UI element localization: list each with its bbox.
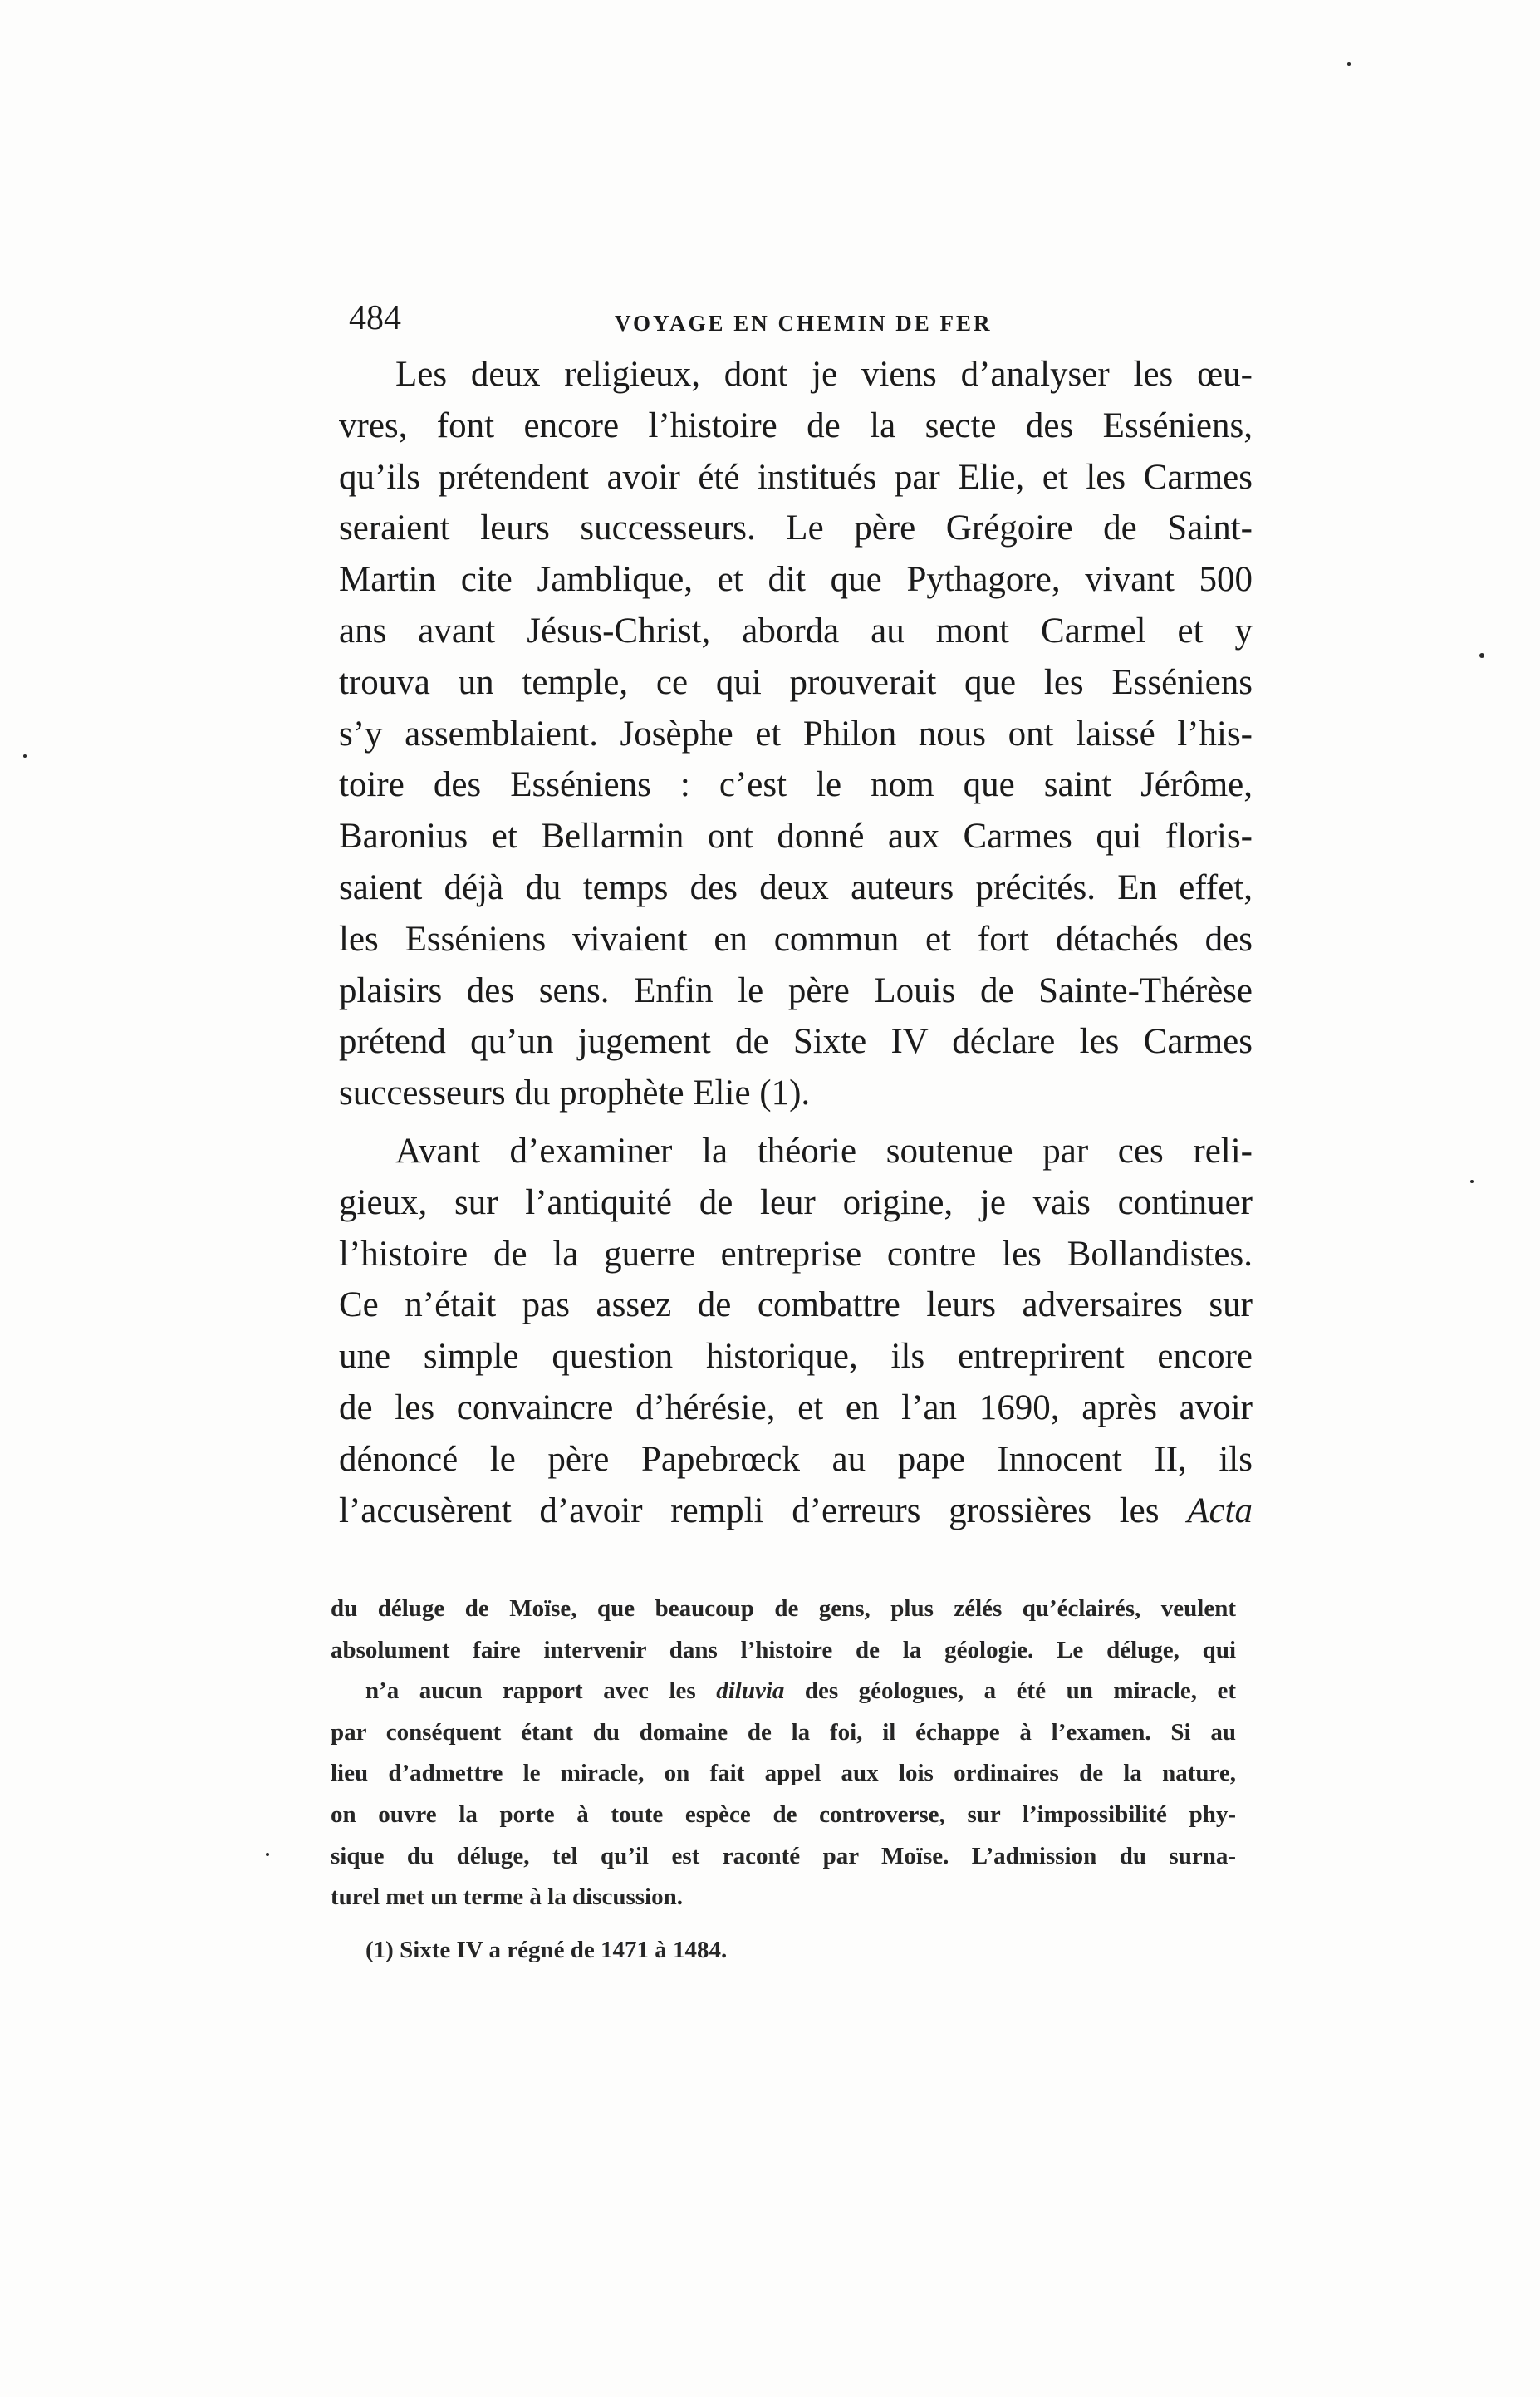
scan-speck (1347, 62, 1351, 66)
main-text (339, 349, 1253, 1536)
text-line: successeurs du prophète Elie (1). (339, 1073, 811, 1113)
text-line: seraient leurs successeurs. Le père Grégoire de Saint- (339, 508, 1253, 548)
footnote-line (331, 1671, 1236, 1712)
text-line-content: l’accusèrent d’avoir rempli d’erreurs grossières les (339, 1491, 1160, 1530)
text-line: plaisirs des sens. Enfin le père Louis de Sainte-Thérèse (339, 970, 1253, 1010)
text-line: saient déjà du temps des deux auteurs précités. En effet, (339, 867, 1253, 907)
running-title: VOYAGE EN CHEMIN DE FER (615, 311, 993, 336)
text-line: Baronius et Bellarmin ont donné aux Carmes qui floris- (339, 817, 1253, 857)
scan-speck (1470, 1180, 1474, 1183)
page-number: 484 (349, 299, 401, 337)
italic-word-acta: Acta (1187, 1491, 1253, 1530)
text-line: Martin cite Jamblique, et dit que Pythagore, vivant 500 (339, 560, 1253, 600)
scan-speck (266, 1853, 269, 1856)
scan-speck (23, 754, 27, 758)
text-line-final (339, 1486, 1253, 1537)
footnote-line-start: n’a aucun rapport avec les (365, 1677, 696, 1705)
text-line: une simple question historique, ils entreprirent encore (339, 1337, 1253, 1377)
footnote-1: (1) Sixte IV a régné de 1471 à 1484. (365, 1936, 728, 1963)
footnote-line-end: des géologues, a été un miracle, et (804, 1677, 1237, 1705)
text-line: gieux, sur l’antiquité de leur origine, je vais continuer (339, 1182, 1253, 1222)
text-line: Les deux religieux, dont je viens d’analyser les œu- (395, 355, 1253, 394)
footnote-line: absolument faire intervenir dans l’histoire de la géologie. Le déluge, qui (331, 1636, 1236, 1663)
text-line: s’y assemblaient. Josèphe et Philon nous ont laissé l’his- (339, 714, 1253, 754)
scan-speck (1479, 653, 1484, 658)
text-line: vres, font encore l’histoire de la secte des Esséniens, (339, 405, 1253, 445)
footnote-line: par conséquent étant du domaine de la foi, il échappe à l’examen. Si au (331, 1718, 1236, 1746)
italic-word-diluvia: diluvia (716, 1677, 785, 1705)
text-line: Avant d’examiner la théorie soutenue par ces reli- (395, 1131, 1253, 1171)
footnote-line: sique du déluge, tel qu’il est raconté par Moïse. L’admission du surna- (331, 1842, 1236, 1869)
text-line: Ce n’était pas assez de combattre leurs adversaires sur (339, 1285, 1253, 1325)
text-line: trouva un temple, ce qui prouverait que les Esséniens (339, 662, 1253, 702)
text-line: toire des Esséniens : c’est le nom que saint Jérôme, (339, 765, 1253, 805)
footnote-line: du déluge de Moïse, que beaucoup de gens, plus zélés qu’éclairés, veulent (331, 1595, 1236, 1622)
text-line: ans avant Jésus-Christ, aborda au mont Carmel et y (339, 611, 1253, 651)
text-line: dénoncé le père Papebrœck au pape Innocent II, ils (339, 1439, 1253, 1479)
footnotes (331, 1589, 1236, 1971)
text-line: les Esséniens vivaient en commun et fort détachés des (339, 919, 1253, 959)
text-line: de les convaincre d’hérésie, et en l’an 1690, après avoir (339, 1388, 1253, 1427)
footnote-line: turel met un terme à la discussion. (331, 1884, 683, 1911)
footnote-line: on ouvre la porte à toute espèce de controverse, sur l’impossibilité phy- (331, 1800, 1236, 1828)
running-head (349, 297, 1246, 347)
text-line: prétend qu’un jugement de Sixte IV déclare les Carmes (339, 1022, 1253, 1062)
text-line: qu’ils prétendent avoir été institués par Elie, et les Carmes (339, 457, 1253, 497)
text-line: l’histoire de la guerre entreprise contre les Bollandistes. (339, 1234, 1253, 1274)
footnote-line: lieu d’admettre le miracle, on fait appel aux lois ordinaires de la nature, (331, 1760, 1236, 1787)
